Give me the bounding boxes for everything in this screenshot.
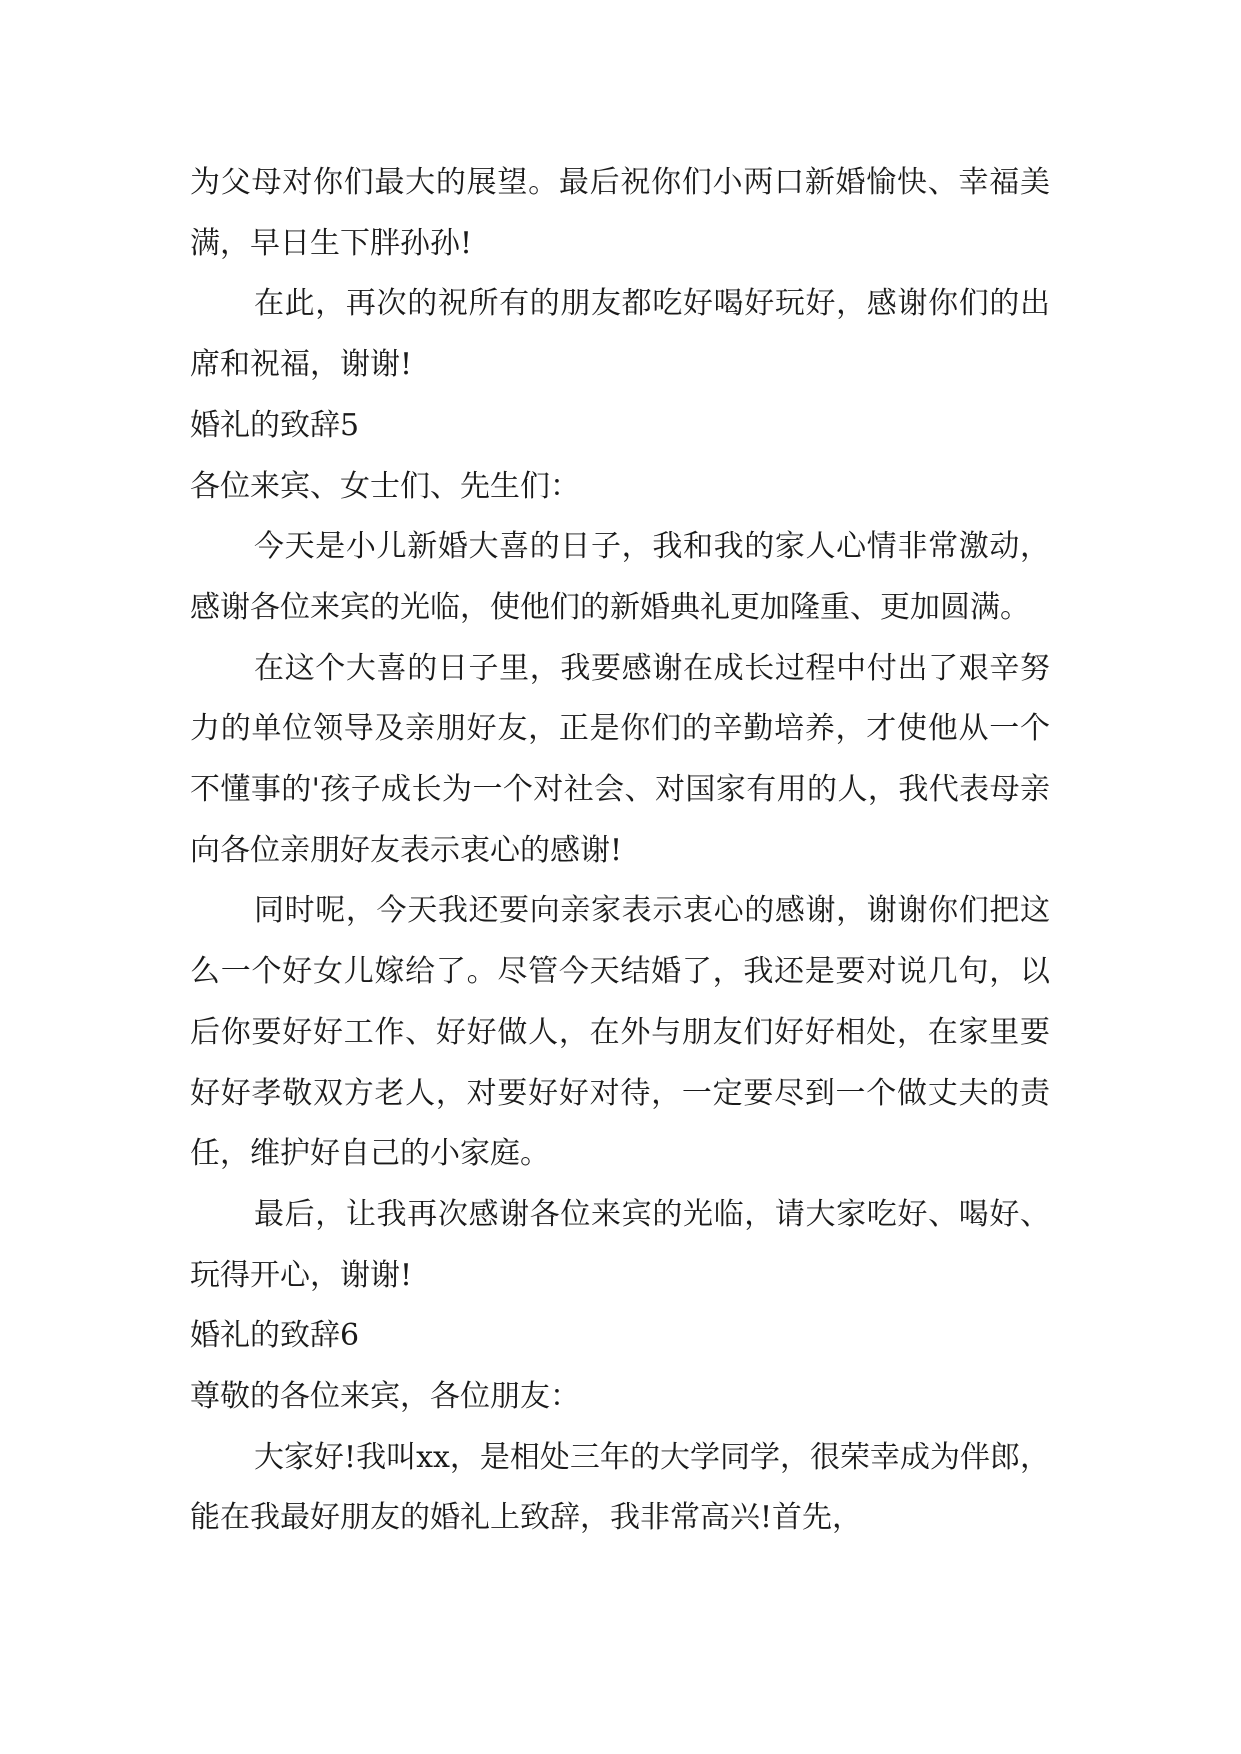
- section-heading: 婚礼的致辞6: [190, 1318, 360, 1354]
- paragraph: 为父母对你们最大的展望。最后祝你们小两口新婚愉快、幸福美满，早日生下胖孙孙!: [190, 165, 1050, 261]
- document-body: [190, 153, 1050, 1549]
- paragraph: 最后，让我再次感谢各位来宾的光临，请大家吃好、喝好、玩得开心，谢谢!: [190, 1196, 1050, 1293]
- paragraph: 大家好!我叫xx，是相处三年的大学同学，很荣幸成为伴郎，能在我最好朋友的婚礼上致辞，我非常高兴!首先，: [190, 1439, 1050, 1536]
- paragraph: 同时呢，今天我还要向亲家表示衷心的感谢，谢谢你们把这么一个好女儿嫁给了。尽管今天结婚了，我还是要对说几句，以后你要好好工作、好好做人，在外与朋友们好好相处，在家里要好好孝敬双方老人，对要好好对待，一定要尽到一个做丈夫的责任，维护好自己的小家庭。: [190, 893, 1050, 1172]
- paragraph: 在此，再次的祝所有的朋友都吃好喝好玩好，感谢你们的出席和祝福，谢谢!: [190, 286, 1050, 383]
- salutation: 各位来宾、女士们、先生们：: [190, 468, 580, 504]
- paragraph: 在这个大喜的日子里，我要感谢在成长过程中付出了艰辛努力的单位领导及亲朋好友，正是你们的辛勤培养，才使他从一个不懂事的'孩子成长为一个对社会、对国家有用的人，我代表母亲向各位亲朋好友表示衷心的感谢!: [190, 650, 1050, 868]
- salutation: 尊敬的各位来宾，各位朋友：: [190, 1379, 580, 1415]
- paragraph: 今天是小儿新婚大喜的日子，我和我的家人心情非常激动，感谢各位来宾的光临，使他们的新婚典礼更加隆重、更加圆满。: [190, 529, 1050, 625]
- section-heading: 婚礼的致辞5: [190, 407, 360, 443]
